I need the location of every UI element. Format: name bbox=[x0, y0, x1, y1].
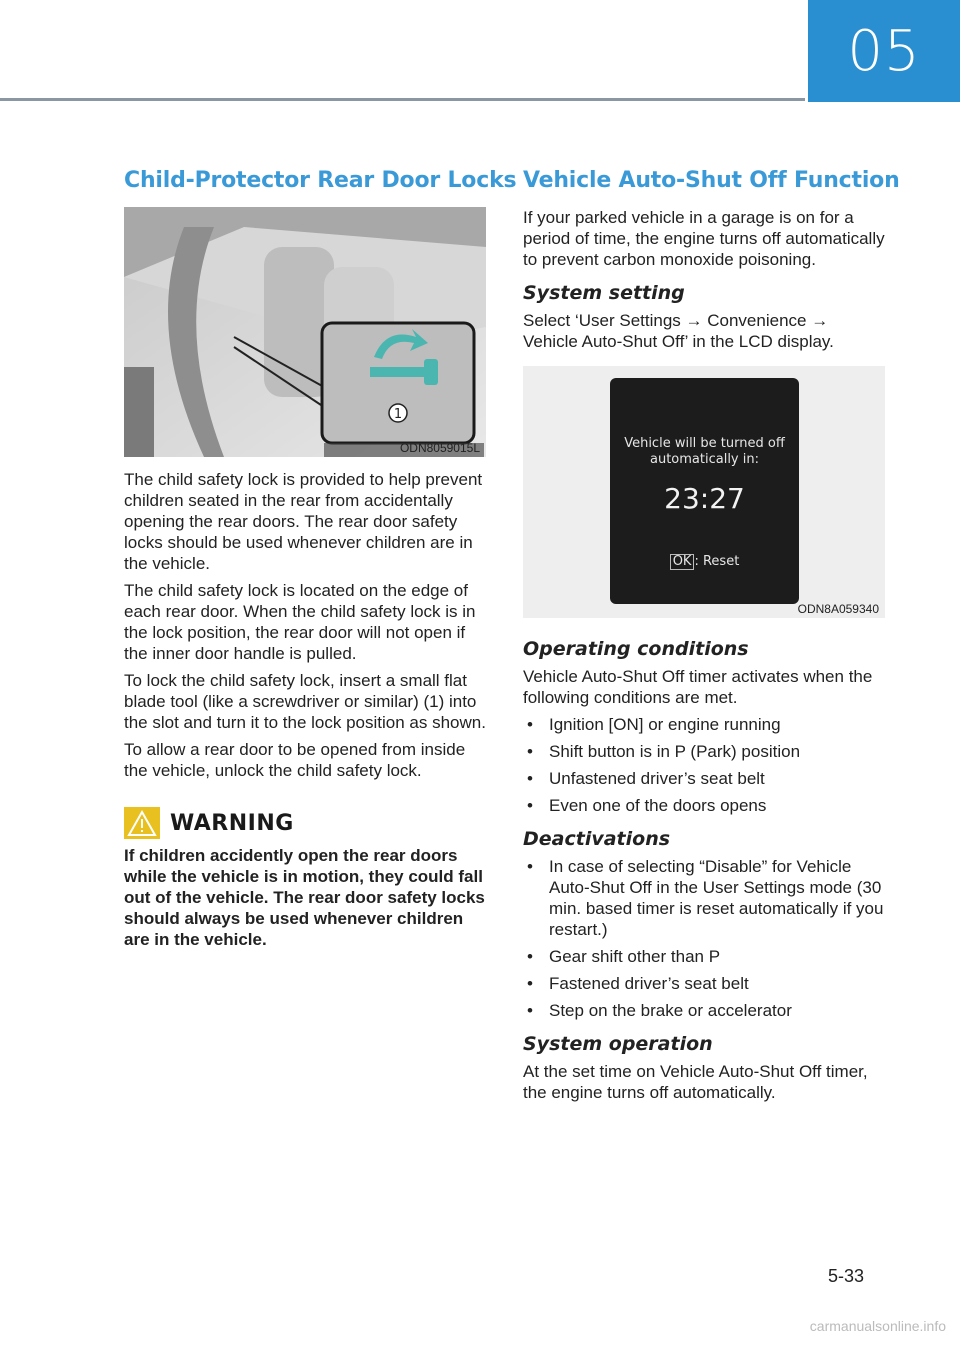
heading-deactivations: Deactivations bbox=[523, 828, 671, 850]
reset-label: : Reset bbox=[694, 554, 740, 569]
lcd-illustration bbox=[523, 366, 885, 618]
right-column bbox=[523, 168, 900, 1109]
system-setting-text: Select ‘User Settings → Convenience → Vehicle Auto-Shut Off’ in the LCD display. bbox=[523, 311, 834, 351]
list-item: • Gear shift other than P bbox=[527, 947, 721, 966]
list-item: • Fastened driver’s seat belt bbox=[527, 974, 749, 993]
door-illustration bbox=[124, 207, 486, 457]
ok-key-icon: OK bbox=[670, 554, 695, 570]
lcd-message: Vehicle will be turned off automatically in: bbox=[624, 436, 785, 467]
header-rule bbox=[0, 98, 805, 101]
list-item: • Even one of the doors opens bbox=[527, 796, 767, 815]
figure-code: ODN8059015L bbox=[399, 441, 480, 455]
child-lock-illustration bbox=[124, 207, 486, 457]
heading-system-operation: System operation bbox=[523, 1033, 713, 1055]
lcd-screen bbox=[610, 378, 799, 604]
lcd-timer: 23:27 bbox=[664, 482, 745, 515]
page-number: 5-33 bbox=[827, 1266, 864, 1286]
paragraph: To allow a rear door to be opened from inside the vehicle, unlock the child safety lock. bbox=[124, 740, 466, 780]
lcd-reset-hint bbox=[610, 554, 799, 570]
heading-operating-conditions: Operating conditions bbox=[523, 638, 749, 660]
warning-header bbox=[124, 807, 486, 839]
callout-number: 1 bbox=[393, 407, 403, 422]
operating-text: Vehicle Auto-Shut Off timer activates when the following conditions are met. bbox=[523, 667, 873, 707]
warning-icon bbox=[124, 807, 160, 839]
chapter-tab: 05 bbox=[808, 0, 960, 102]
heading-system-setting: System setting bbox=[523, 282, 685, 304]
list-item: • Shift button is in P (Park) position bbox=[527, 742, 801, 761]
section-title-auto-shut-off: Vehicle Auto-Shut Off Function bbox=[523, 168, 900, 193]
paragraph: The child safety lock is located on the edge of each rear door. When the child safety lock is in the lock position, the rear door will not open if the inner door handle is pulled. bbox=[124, 581, 476, 663]
deactivations-list bbox=[523, 856, 885, 1021]
list-item: • In case of selecting “Disable” for Vehicle Auto-Shut Off in the User Settings mode (30 min. based timer is reset automatically if you restart.) bbox=[527, 857, 884, 939]
footer-watermark: carmanualsonline.info bbox=[809, 1318, 946, 1334]
list-item: • Unfastened driver’s seat belt bbox=[527, 769, 765, 788]
system-operation-text: At the set time on Vehicle Auto-Shut Off timer, the engine turns off automatically. bbox=[523, 1062, 868, 1102]
left-column bbox=[124, 168, 517, 950]
list-item: • Ignition [ON] or engine running bbox=[527, 715, 781, 734]
warning-text: If children accidently open the rear doors while the vehicle is in motion, they could fall out of the vehicle. The rear door safety locks should always be used whenever children are in the vehicle. bbox=[124, 846, 485, 949]
section-title-child-lock: Child-Protector Rear Door Locks bbox=[124, 168, 517, 193]
operating-list bbox=[523, 714, 885, 816]
list-item: • Step on the brake or accelerator bbox=[527, 1001, 792, 1020]
figure-code: ODN8A059340 bbox=[797, 602, 879, 616]
paragraph: The child safety lock is provided to help prevent children seated in the rear from accidentally opening the rear doors. The rear door safety locks should be used whenever children are in the vehicle. bbox=[124, 470, 483, 573]
paragraph: To lock the child safety lock, insert a small flat blade tool (like a screwdriver or similar) (1) into the slot and turn it to the lock position as shown. bbox=[124, 671, 486, 732]
warning-title: WARNING bbox=[170, 810, 294, 836]
intro-paragraph: If your parked vehicle in a garage is on for a period of time, the engine turns off automatically to prevent carbon monoxide poisoning. bbox=[523, 208, 885, 269]
